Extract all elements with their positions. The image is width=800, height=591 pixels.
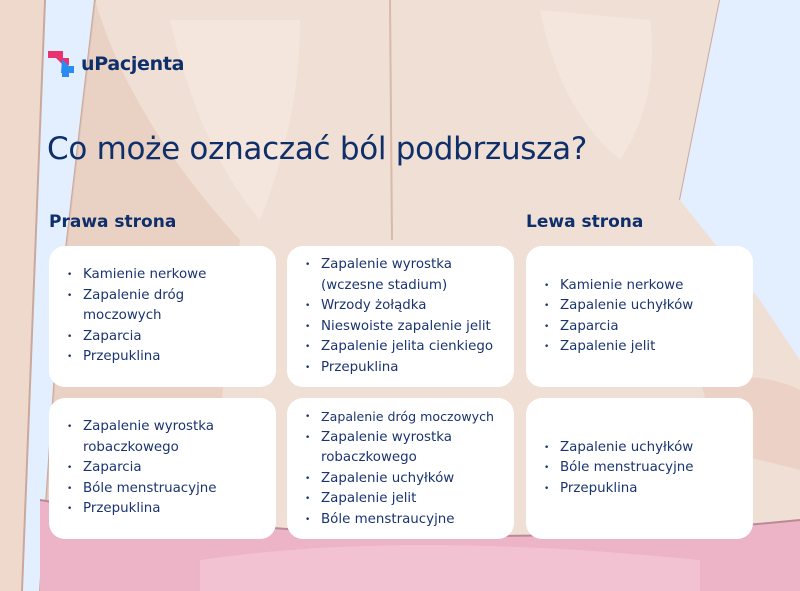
card-right-upper (49, 246, 276, 387)
list-item: • Kamienie nerkowe (63, 265, 206, 286)
card-right-lower (49, 398, 276, 539)
list-item: • Zapalenie jelit (301, 489, 516, 510)
page-title: Co może oznaczać ból podbrzusza? (47, 131, 587, 167)
card-left-lower (526, 398, 753, 539)
list-item: • Przepuklina (540, 479, 694, 500)
list-item: • Wrzody żołądka (301, 296, 493, 317)
list-item: • Zaparcia (63, 327, 206, 348)
condition-list (540, 438, 694, 500)
list-item: • Zapalenie uchyłków (540, 296, 693, 317)
list-item: • Bóle menstraucyjne (301, 510, 516, 531)
list-item: • Zaparcia (540, 317, 693, 338)
list-item: • Przepuklina (301, 358, 493, 379)
list-item: • Zapalenie wyrostka robaczkowego (301, 428, 461, 469)
card-middle-upper (287, 246, 514, 387)
list-item: • Zapalenie jelita cienkiego (301, 337, 493, 358)
list-item: • Zapalenie wyrostka (wczesne stadium) (301, 255, 476, 296)
brand-name: uPacjenta (81, 53, 185, 75)
brand-logo[interactable] (48, 51, 184, 77)
condition-list (63, 265, 206, 368)
list-item: • Przepuklina (63, 347, 206, 368)
list-item: • Zaparcia (63, 458, 223, 479)
list-item: • Bóle menstruacyjne (63, 479, 223, 500)
left-side-heading: Lewa strona (526, 212, 644, 232)
condition-list (301, 407, 516, 530)
list-item: • Nieswoiste zapalenie jelit (301, 317, 493, 338)
list-item: • Zapalenie jelit (540, 337, 693, 358)
condition-list (301, 255, 493, 378)
list-item: • Kamienie nerkowe (540, 276, 693, 297)
condition-list (540, 276, 693, 358)
list-item: • Zapalenie dróg moczowych (301, 407, 516, 428)
medical-cross-icon (48, 51, 74, 77)
list-item: • Bóle menstruacyjne (540, 458, 694, 479)
list-item: • Zapalenie dróg moczowych (63, 286, 193, 327)
list-item: • Zapalenie wyrostka robaczkowego (63, 417, 223, 458)
list-item: • Zapalenie uchyłków (540, 438, 694, 459)
list-item: • Przepuklina (63, 499, 223, 520)
condition-list (63, 417, 223, 520)
card-middle-lower (287, 398, 514, 539)
right-side-heading: Prawa strona (49, 212, 177, 232)
list-item: • Zapalenie uchyłków (301, 469, 516, 490)
card-left-upper (526, 246, 753, 387)
